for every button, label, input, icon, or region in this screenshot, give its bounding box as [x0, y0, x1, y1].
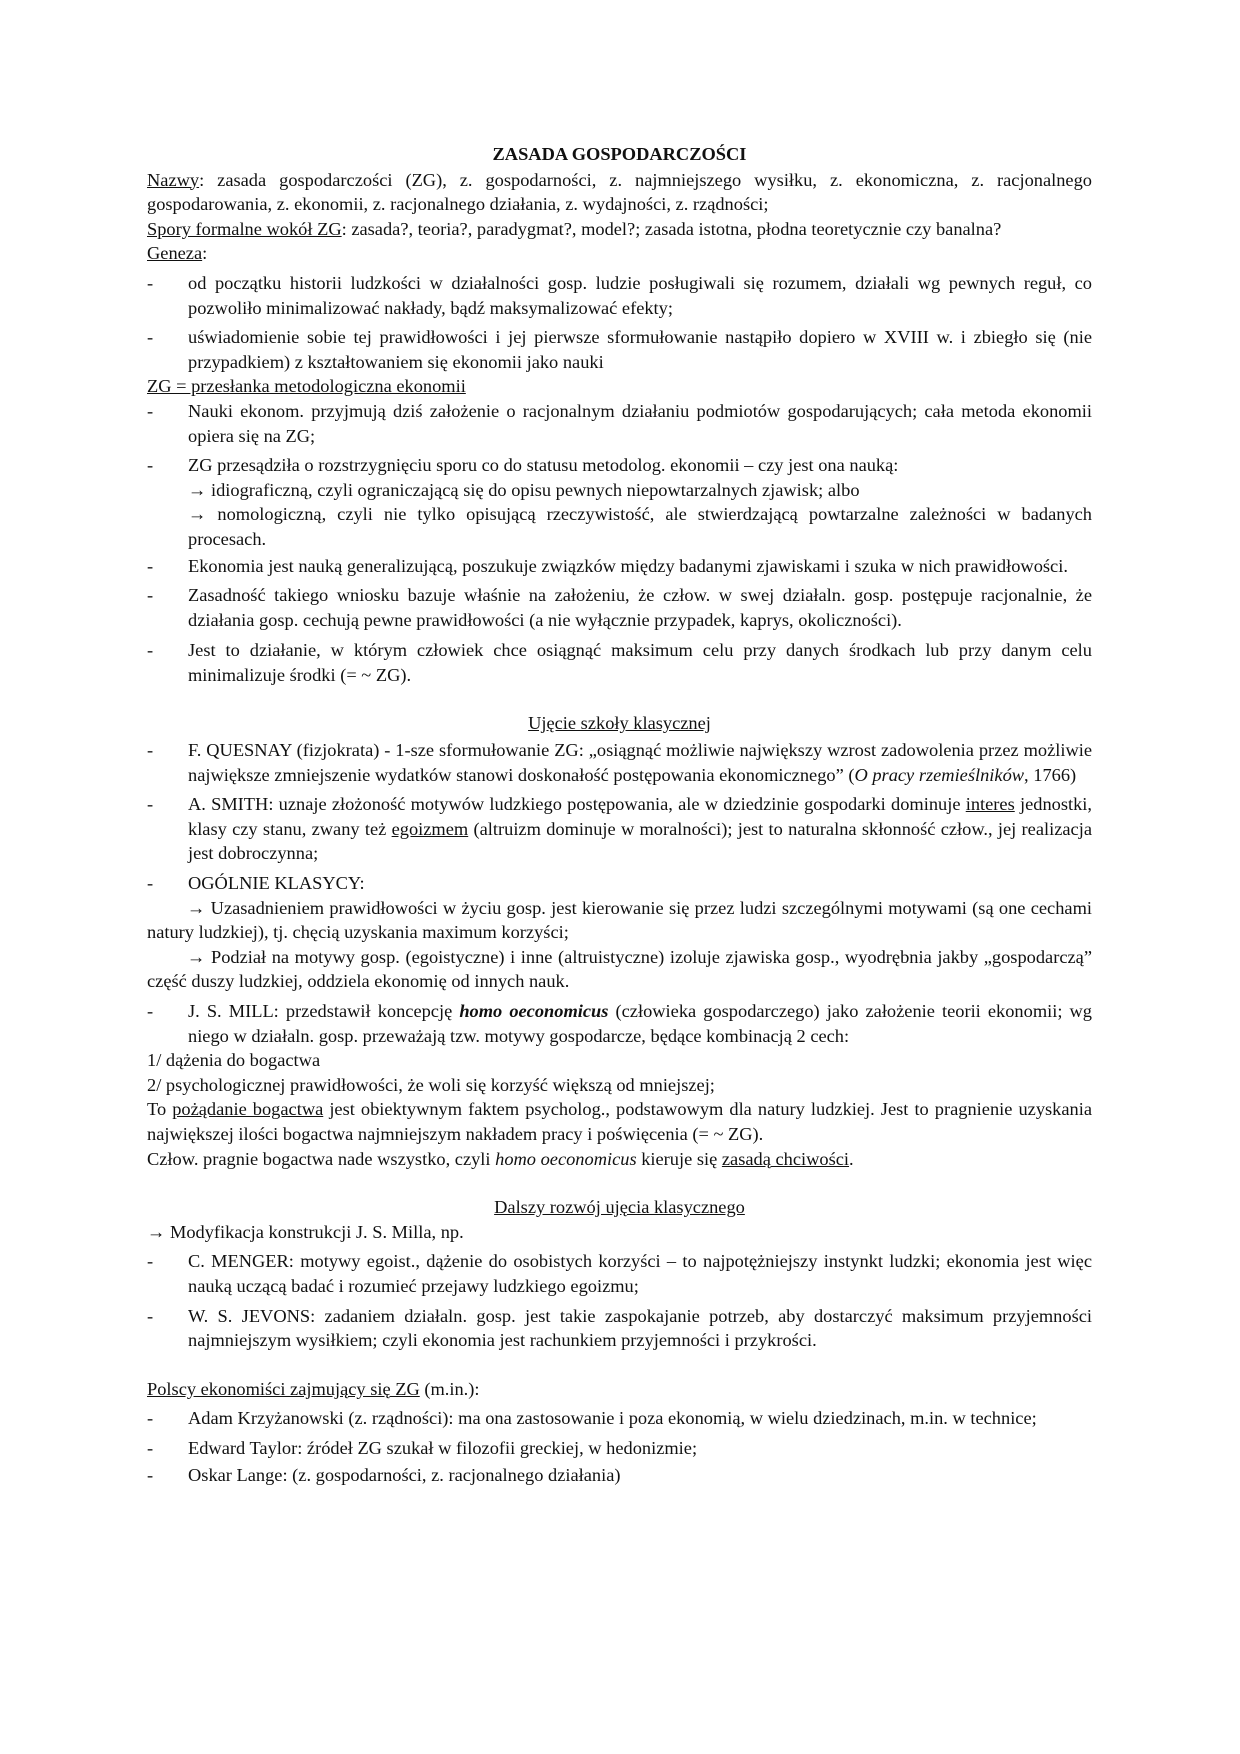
spory-paragraph [147, 217, 1092, 242]
list-item [147, 1304, 1092, 1353]
chciwosc-text-a: Człow. pragnie bogactwa nade wszystko, czyli [147, 1148, 496, 1169]
arrow-paragraph: → Uzasadnieniem prawidłowości w życiu gosp. jest kierowanie się przez ludzi szczególnymi motywami (są one cechami natury ludzkiej), tj. chęcią uzyskania maximum korzyści; [147, 897, 1092, 943]
list-item-text: Ekonomia jest nauką generalizującą, poszukuje związków między badanymi zjawiskami i szuka w nich prawidłowości. [188, 555, 1068, 576]
list-item [147, 638, 1092, 687]
list-item [147, 871, 1092, 896]
przeslanka-heading: ZG = przesłanka metodologiczna ekonomii [147, 376, 466, 397]
nazwy-paragraph [147, 168, 1092, 217]
dalszy-intro: → Modyfikacja konstrukcji J. S. Milla, np. [147, 1221, 464, 1242]
geneza-colon: : [202, 243, 208, 264]
spacer [147, 1353, 1092, 1377]
klasyczna-heading: Ujęcie szkoły klasycznej [528, 713, 711, 734]
list-item-text: Jest to działanie, w którym człowiek chce osiągnąć maksimum celu przy danych środkach lub przy danym celu minimalizuje środki (= ~ ZG). [188, 640, 1092, 685]
list-item [147, 1436, 1092, 1461]
spacer [147, 687, 1092, 711]
chciwosc-paragraph [147, 1147, 1092, 1172]
polscy-label: Polscy ekonomiści zajmujący się ZG [147, 1378, 420, 1399]
geneza-heading [147, 241, 1092, 266]
list-item [147, 999, 1092, 1048]
chciwosc-underline: zasadą chciwości [721, 1148, 850, 1169]
arrow-paragraph: → Podział na motywy gosp. (egoistyczne) i inne (altruistyczne) izoluje zjawiska gosp., wyodrębnia jakby „gospodarczą” część duszy ludzkiej, oddziela ekonomię od innych nauk. [147, 946, 1092, 992]
bullet-dash: - [147, 327, 154, 348]
quesnay-text-a: F. QUESNAY (fizjokrata) - 1-sze sformułowanie ZG: „osiągnąć możliwie największy wzrost zadowolenia przez możliwie największe zmniejszenie wydatków stanowi doskonałość postępowania ekonomicznego” ( [188, 740, 1092, 785]
bullet-dash: - [147, 1408, 154, 1429]
mill-cecha-2: 2/ psychologicznej prawidłowości, że woli się korzyść większą od mniejszej; [147, 1074, 715, 1095]
list-item-text: ZG przesądziła o rozstrzygnięciu sporu co do statusu metodolog. ekonomii – czy jest ona nauką: [188, 455, 899, 476]
list-item [147, 1249, 1092, 1298]
bullet-dash: - [147, 1001, 154, 1021]
smith-underline-egoizm: egoizmem [391, 818, 469, 839]
list-item-text: W. S. JEVONS: zadaniem działaln. gosp. jest takie zaspokajanie potrzeb, aby dostarczyć maksimum przyjemności najmniejszym wysiłkiem; czyli ekonomia jest rachunkiem przyjemności i przykrości. [188, 1305, 1092, 1351]
list-item [147, 792, 1092, 866]
bullet-dash: - [147, 640, 154, 661]
bullet-dash: - [147, 1437, 154, 1458]
bullet-dash: - [147, 455, 154, 476]
bullet-dash: - [147, 740, 154, 761]
list-item-text: Adam Krzyżanowski (z. rządności): ma ona zastosowanie i poza ekonomią, w wielu dziedzinach, m.in. w technice; [188, 1408, 1037, 1429]
list-item-text: od początku historii ludzkości w działalności gosp. ludzie posługiwali się rozumem, działali wg pewnych reguł, co pozwoliło minimalizować nakłady, bądź maksymalizować efekty; [188, 272, 1092, 318]
list-item-text: uświadomienie sobie tej prawidłowości i jej pierwsze sformułowanie nastąpiło dopiero w XVIII w. i zbiegło się (nie przypadkiem) z kształtowaniem się ekonomii jako nauki [188, 327, 1092, 372]
arrow-line: → idiograficzną, czyli ograniczającą się do opisu pewnych niepowtarzalnych zjawisk; albo [188, 479, 860, 500]
bullet-dash: - [147, 1305, 154, 1326]
list-item [147, 399, 1092, 448]
document-page [147, 142, 1092, 1487]
bullet-dash: - [147, 585, 154, 606]
spacer [147, 1171, 1092, 1195]
mill-homo-oeconomicus: homo oeconomicus [459, 1001, 609, 1021]
quesnay-work-title: O pracy rzemieślników [854, 764, 1025, 785]
nazwy-text: : zasada gospodarczości (ZG), z. gospodarności, z. najmniejszego wysiłku, z. ekonomiczna, z. racjonalnego gospodarowania, z. ekonomii, z. racjonalnego działania, z. wydajności, z. rządności; [147, 169, 1092, 215]
list-item [147, 453, 1092, 478]
document-title: ZASADA GOSPODARCZOŚCI [492, 144, 747, 164]
list-item [147, 583, 1092, 632]
list-item-text: C. MENGER: motywy egoist., dążenie do osobistych korzyści – to najpotężniejszy instynkt ludzki; ekonomia jest więc nauką uczącą badać i rozumieć przejawy ludzkiego egoizmu; [188, 1251, 1092, 1296]
smith-text-b: jednostki, klasy czy stanu, zwany też [188, 794, 1093, 839]
bullet-dash: - [147, 794, 154, 815]
chciwosc-homo-oeconomicus: homo oeconomicus [495, 1148, 637, 1169]
nazwy-label: Nazwy [147, 169, 200, 190]
smith-text-c: (altruizm dominuje w moralności); jest to naturalna skłonność człow., jej realizacja jest dobroczynna; [188, 818, 1092, 864]
smith-underline-interes: interes [965, 794, 1015, 815]
smith-text-a: A. SMITH: uznaje złożoność motywów ludzkiego postępowania, ale w dziedzinie gospodarki dominuje [188, 794, 966, 815]
list-item [147, 1406, 1092, 1431]
arrow-line: → nomologiczną, czyli nie tylko opisującą rzeczywistość, ale stwierdzającą powtarzalne zależności w badanych procesach. [188, 504, 1092, 549]
pozadanie-underline: pożądanie bogactwa [172, 1099, 324, 1120]
list-item [147, 554, 1092, 579]
mill-cecha-1: 1/ dążenia do bogactwa [147, 1050, 321, 1071]
list-item-text: Nauki ekonom. przyjmują dziś założenie o racjonalnym działaniu podmiotów gospodarujących; cała metoda ekonomii opiera się na ZG; [188, 400, 1092, 446]
list-item-text: Zasadność takiego wniosku bazuje właśnie na założeniu, że czł​ow. w swej działaln. gosp. postępuje racjonalnie, że działania gosp. cechują pewne prawidłowości (a nie wyłącznie przypadek, kaprys, okoliczności). [188, 585, 1092, 630]
mill-text-a: J. S. MILL: przedstawił koncepcję [188, 1001, 460, 1021]
chciwosc-text-c: . [849, 1148, 854, 1169]
list-item [147, 271, 1092, 320]
bullet-dash: - [147, 873, 154, 894]
pozadanie-paragraph [147, 1097, 1092, 1146]
list-item [147, 738, 1092, 787]
bullet-dash: - [147, 555, 154, 576]
smith-text [188, 794, 1092, 863]
list-item-text: OGÓLNIE KLASYCY: [188, 873, 365, 894]
mill-text-b: (człowieka gospodarczego) jako założenie teorii ekonomii; wg niego w działaln. gosp. przeważają tzw. motywy gospodarcze, będące kombinacją 2 cech: [188, 1001, 1092, 1046]
bullet-dash: - [147, 272, 154, 293]
polscy-suffix: (m.in.): [419, 1378, 480, 1399]
list-item [147, 325, 1092, 374]
polscy-heading [147, 1377, 1092, 1402]
quesnay-text-b: , 1766) [1024, 764, 1077, 785]
spory-text: : zasada?, teoria?, paradygmat?, model?; zasada istotna, płodna teoretycznie czy banalna? [341, 218, 1002, 239]
quesnay-text [188, 740, 1092, 785]
list-item-text: Oskar Lange: (z. gospodarności, z. racjonalnego działania) [188, 1464, 621, 1485]
dalszy-heading: Dalszy rozwój ujęcia klasycznego [494, 1197, 745, 1218]
bullet-dash: - [147, 1251, 154, 1272]
pozadanie-text-b: jest obiektywnym faktem psycholog., podstawowym dla natury ludzkiej. Jest to pragnienie uzyskania największej ilości bogactwa najmniejszym nakładem pracy i poświęcenia (= ~ ZG). [147, 1099, 1092, 1144]
list-item-text: Edward Taylor: źródeł ZG szukał w filozofii greckiej, w hedonizmie; [188, 1437, 698, 1458]
chciwosc-text-b: kieruje się [636, 1148, 722, 1169]
bullet-dash: - [147, 400, 154, 421]
pozadanie-text-a: To [147, 1099, 173, 1120]
geneza-label: Geneza [147, 243, 203, 264]
list-item [147, 1463, 1092, 1488]
spory-label: Spory formalne wokół ZG [147, 218, 342, 239]
mill-text [188, 1001, 1092, 1046]
bullet-dash: - [147, 1464, 154, 1485]
